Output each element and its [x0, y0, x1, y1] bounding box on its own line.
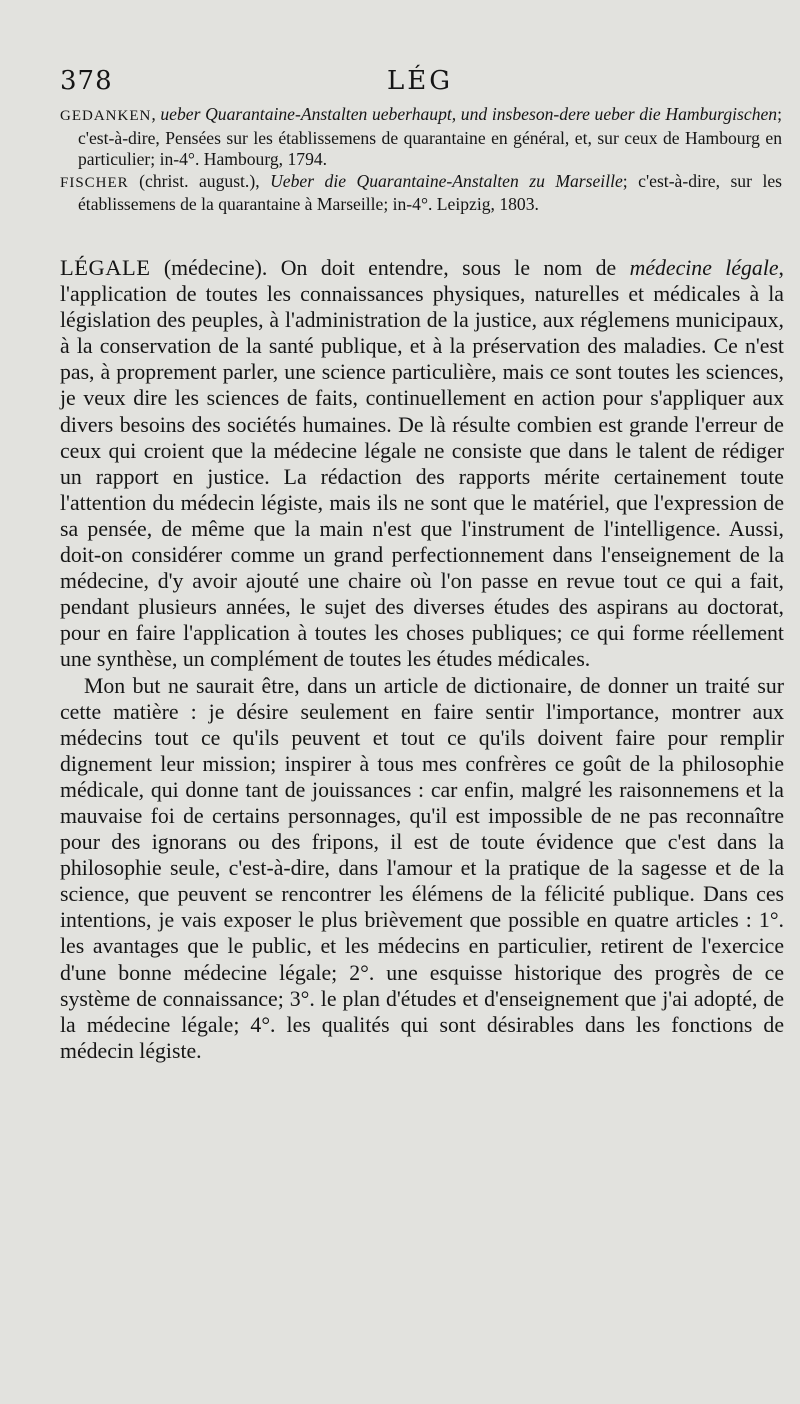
- bib-details: ; c'est-à-dire, sur les établissemens de la quarantaine à Marseille; in-4°. Leipzig, 1803.: [78, 170, 782, 215]
- article-body: [60, 255, 784, 1064]
- defined-term: médecine légale: [629, 256, 779, 280]
- running-head: LÉG: [386, 66, 453, 96]
- bib-title: Ueber die Quarantaine-Anstalten zu Marseille: [270, 170, 623, 191]
- bib-entry-fischer: [60, 171, 782, 216]
- paragraph-2: Mon but ne saurait être, dans un article de dictionaire, de donner un traité sur cette matière : je désire seulement en faire sentir l'importance, montrer aux médecins tout ce qu'ils peuvent et tout ce qu'ils doivent faire pour remplir dignement leur mission; inspirer à tous mes confrères ce goût de la philosophie médicale, qui donne tant de jouissances : car enfin, malgré les raisonnemens et la mauvaise foi de certains personnages, qu'il est impossible de ne pas reconnaître pour des ignorans ou des fripons, il est de toute évidence que c'est dans la philosophie seule, c'est-à-dire, dans l'amour et la pratique de la sagesse et de la science, que peuvent se rencontrer les élémens de la félicité publique. Dans ces intentions, je vais exposer le plus brièvement que possible en quatre articles : 1°. les avantages que le public, et les médecins en particulier, retirent de l'exercice d'une bonne médecine légale; 2°. une esquisse historique des progrès de ce système de connaissance; 3°. le plan d'études et d'enseignement que j'ai adopté, de la médecine légale; 4°. les qualités qui sont désirables dans les fonctions de médecin légiste.: [60, 673, 784, 1063]
- article-lemma: LÉGALE: [60, 255, 151, 280]
- bib-author: GEDANKEN: [60, 108, 152, 124]
- paragraph-1-start: On doit entendre, sous le nom de: [280, 256, 630, 280]
- bib-entry-gedanken: [60, 104, 782, 171]
- page-header: [60, 66, 780, 106]
- bib-author: FISCHER: [60, 174, 129, 191]
- paragraph-1: [60, 255, 784, 673]
- bib-title: , ueber Quarantaine-Anstalten ueberhaupt, und insbeson-dere ueber die Hamburgischen: [151, 104, 778, 124]
- bib-author-detail: (christ. august.),: [128, 170, 271, 191]
- page-number: 378: [60, 66, 113, 96]
- bibliography: [60, 104, 782, 216]
- paragraph-1-rest: , l'application de toutes les connaissances physiques, naturelles et médicales à la législation des peuples, à l'administration de la justice, aux réglemens municipaux, à la conservation de la santé publique, et à la préservation des maladies. Ce n'est pas, à proprement parler, une science particulière, mais ce sont toutes les sciences, je veux dire les sciences de faits, continuellement en action pour s'appliquer aux divers besoins des sociétés humaines. De là résulte combien est grande l'erreur de ceux qui croient que la médecine légale ne consiste que dans le talent de rédiger un rapport en justice. La rédaction des rapports mérite certainement toute l'attention du médecin légiste, mais ils ne sont que le matériel, que l'expression de sa pensée, de même que la main n'est que l'instrument de l'intelligence. Aussi, doit-on considérer comme un grand perfectionnement dans l'enseignement de la médecine, d'y avoir ajouté une chaire où l'on passe en revue tout ce qui a fait, pendant plusieurs années, le sujet des diverses études des aspirans au doctorat, pour en faire l'application à toutes les choses publiques; ce qui forme réellement une synthèse, un complément de toutes les études médicales.: [60, 256, 784, 672]
- lemma-qualifier: (médecine).: [150, 256, 281, 280]
- bib-details: ; c'est-à-dire, Pensées sur les établissemens de quarantaine en général, et, sur ceux de Hambourg en particulier; in-4°. Hambourg, 1794.: [78, 104, 782, 170]
